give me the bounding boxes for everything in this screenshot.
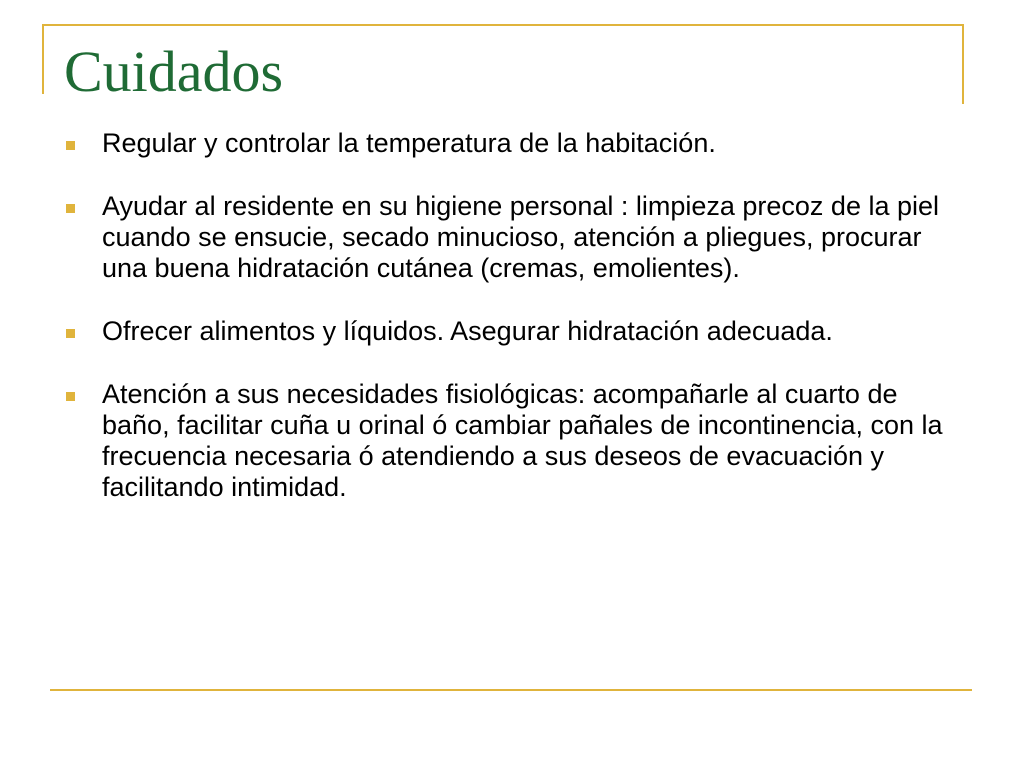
frame-left-line [42,24,44,94]
bottom-rule [50,689,972,691]
frame-right-line [962,24,964,104]
bullet-item [66,128,966,159]
bullet-text: Ofrecer alimentos y líquidos. Asegurar hidratación adecuada. [102,316,833,346]
slide-title: Cuidados [64,39,284,104]
bullet-text: Atención a sus necesidades fisiológicas: acompañarle al cuarto de baño, facilitar cuña u orinal ó cambiar pañales de incontinencia, con la frecuencia necesaria ó atendiendo a sus deseos de evacuación y facilitando intimidad. [102,379,943,502]
bullet-text: Ayudar al residente en su higiene personal : limpieza precoz de la piel cuando se ensucie, secado minucioso, atención a pliegues, procurar una buena hidratación cutánea (cremas, emolientes). [102,191,940,283]
bullet-list [66,128,966,535]
square-bullet-icon [66,329,75,338]
bullet-item [66,379,966,503]
square-bullet-icon [66,392,75,401]
square-bullet-icon [66,204,75,213]
bullet-text: Regular y controlar la temperatura de la habitación. [102,128,716,158]
square-bullet-icon [66,141,75,150]
frame-top-line [42,24,964,26]
bullet-item [66,191,966,284]
bullet-item [66,316,966,347]
